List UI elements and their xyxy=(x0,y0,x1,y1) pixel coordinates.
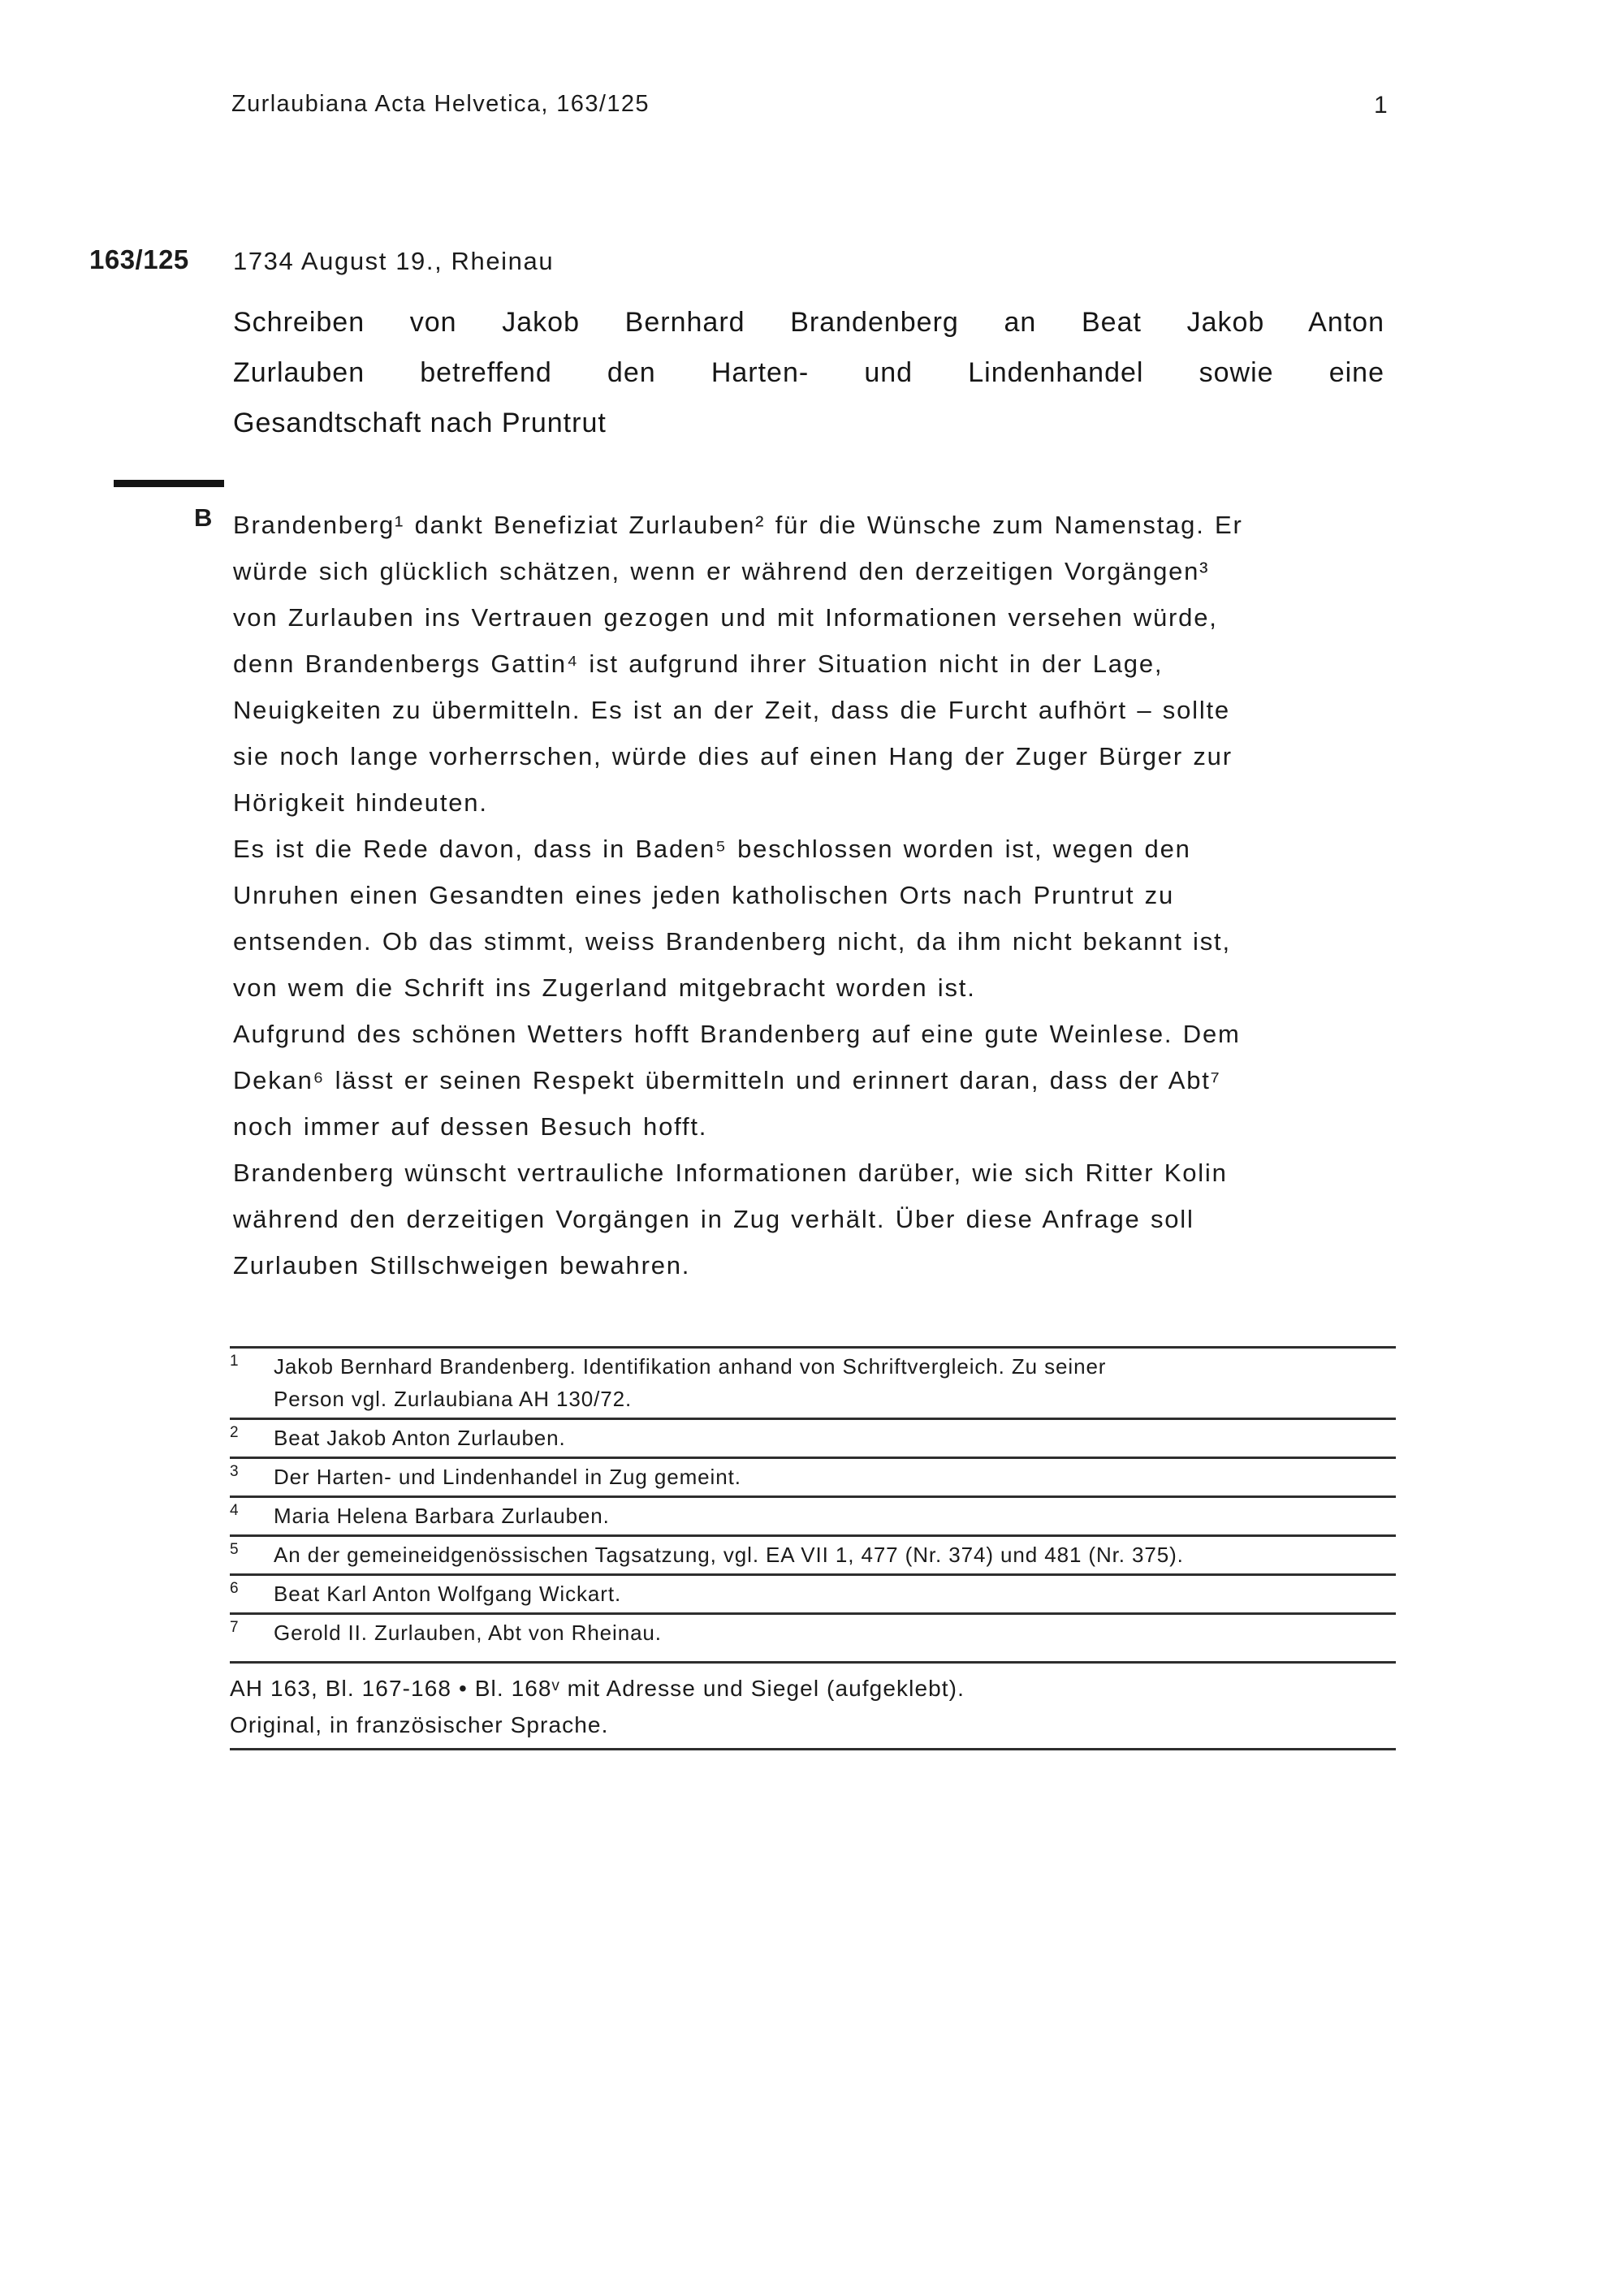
footnote-line: Person vgl. Zurlaubiana AH 130/72. xyxy=(274,1387,633,1411)
body-line: Hörigkeit hindeuten. xyxy=(233,788,488,817)
body-line: Zurlauben Stillschweigen bewahren. xyxy=(233,1251,691,1280)
section-marker-b: B xyxy=(194,503,213,532)
title-line: Gesandtschaft nach Pruntrut xyxy=(233,408,607,438)
body-paragraph xyxy=(233,1150,1391,1288)
body-line: sie noch lange vorherrschen, würde dies auf einen Hang der Zuger Bürger zur xyxy=(233,742,1233,770)
footnote-list xyxy=(230,1346,1396,1651)
footnote-line: Jakob Bernhard Brandenberg. Identifikation anhand von Schriftvergleich. Zu seiner xyxy=(274,1354,1107,1379)
footnote-line: An der gemeineidgenössischen Tagsatzung, vgl. EA VII 1, 477 (Nr. 374) und 481 (Nr. 375). xyxy=(274,1543,1184,1567)
footnote-number: 1 xyxy=(230,1353,240,1370)
title-line: Zurlauben betreffend den Harten- und Lindenhandel sowie eine xyxy=(233,357,1384,388)
title-line: Schreiben von Jakob Bernhard Brandenberg an Beat Jakob Anton xyxy=(233,307,1384,338)
footnote-item xyxy=(230,1573,1396,1612)
footnote-line: Der Harten- und Lindenhandel in Zug gemeint. xyxy=(274,1465,741,1489)
source-line: Original, in französischer Sprache. xyxy=(230,1712,609,1737)
source-line: AH 163, Bl. 167-168 • Bl. 168ᵛ mit Adresse und Siegel (aufgeklebt). xyxy=(230,1676,965,1701)
source-note xyxy=(230,1661,1396,1750)
footnote-text xyxy=(274,1461,741,1493)
body-line: entsenden. Ob das stimmt, weiss Brandenberg nicht, da ihm nicht bekannt ist, xyxy=(233,927,1231,956)
footnote-item xyxy=(230,1495,1396,1534)
footnote-line: Maria Helena Barbara Zurlauben. xyxy=(274,1504,610,1528)
section-divider-bar xyxy=(114,480,224,487)
footnote-item xyxy=(230,1612,1396,1651)
footnote-line: Gerold II. Zurlauben, Abt von Rheinau. xyxy=(274,1621,662,1645)
regest-body xyxy=(233,502,1391,1288)
footnote-item xyxy=(230,1534,1396,1573)
body-line: Brandenberg¹ dankt Benefiziat Zurlauben² für die Wünsche zum Namenstag. Er xyxy=(233,511,1243,539)
body-line: von Zurlauben ins Vertrauen gezogen und mit Informationen versehen würde, xyxy=(233,603,1218,632)
footnote-line: Beat Jakob Anton Zurlauben. xyxy=(274,1426,566,1450)
body-line: würde sich glücklich schätzen, wenn er während den derzeitigen Vorgängen³ xyxy=(233,557,1210,585)
body-paragraph xyxy=(233,502,1391,826)
body-line: Brandenberg wünscht vertrauliche Informationen darüber, wie sich Ritter Kolin xyxy=(233,1159,1228,1187)
body-paragraph xyxy=(233,826,1391,1011)
footnote-number: 7 xyxy=(230,1619,240,1636)
entry-dateline: 1734 August 19., Rheinau xyxy=(233,247,555,275)
footnote-text xyxy=(274,1422,566,1454)
footnote-item xyxy=(230,1418,1396,1457)
footnote-item xyxy=(230,1457,1396,1495)
body-line: Dekan⁶ lässt er seinen Respekt übermitteln und erinnert daran, dass der Abt⁷ xyxy=(233,1066,1221,1094)
body-line: Es ist die Rede davon, dass in Baden⁵ beschlossen worden ist, wegen den xyxy=(233,835,1191,863)
page-number: 1 xyxy=(1374,92,1388,119)
running-header: Zurlaubiana Acta Helvetica, 163/125 xyxy=(231,91,650,117)
body-paragraph xyxy=(233,1011,1391,1150)
body-line: während den derzeitigen Vorgängen in Zug verhält. Über diese Anfrage soll xyxy=(233,1205,1194,1233)
footnote-number: 6 xyxy=(230,1580,240,1597)
body-line: Aufgrund des schönen Wetters hofft Brandenberg auf eine gute Weinlese. Dem xyxy=(233,1020,1241,1048)
body-line: Unruhen einen Gesandten eines jeden katholischen Orts nach Pruntrut zu xyxy=(233,881,1175,909)
footnote-text xyxy=(274,1500,610,1532)
footnote-text xyxy=(274,1539,1184,1571)
footnote-item xyxy=(230,1346,1396,1418)
body-line: Neuigkeiten zu übermitteln. Es ist an der Zeit, dass die Furcht aufhört – sollte xyxy=(233,696,1230,724)
body-line: noch immer auf dessen Besuch hofft. xyxy=(233,1112,708,1141)
footnote-number: 2 xyxy=(230,1424,240,1441)
footnote-number: 4 xyxy=(230,1502,240,1519)
footnote-text xyxy=(274,1616,662,1649)
entry-title xyxy=(233,297,1384,448)
footnote-number: 5 xyxy=(230,1541,240,1558)
footnote-number: 3 xyxy=(230,1463,240,1480)
body-line: von wem die Schrift ins Zugerland mitgebracht worden ist. xyxy=(233,973,976,1002)
entry-number: 163/125 xyxy=(89,244,189,274)
footnote-text xyxy=(274,1350,1106,1415)
footnote-text xyxy=(274,1577,621,1610)
footnote-line: Beat Karl Anton Wolfgang Wickart. xyxy=(274,1582,622,1606)
body-line: denn Brandenbergs Gattin⁴ ist aufgrund ihrer Situation nicht in der Lage, xyxy=(233,650,1164,678)
